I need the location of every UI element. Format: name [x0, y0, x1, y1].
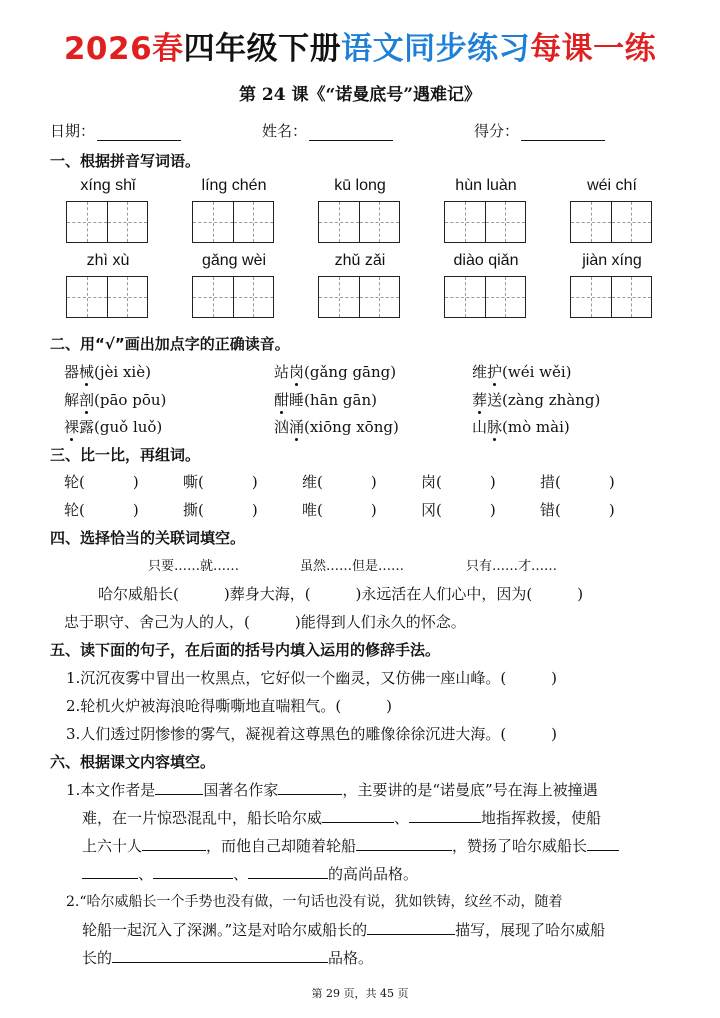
name-blank[interactable] — [309, 126, 393, 141]
section4-heading: 四、选择恰当的关联词填空。 — [50, 529, 246, 547]
blank[interactable] — [153, 863, 233, 879]
fill-line[interactable]: 轮船一起沉入了深渊。”这是对哈尔威船长的 描写，展现了哈尔威船 — [82, 921, 606, 939]
reading-item[interactable]: 解剖(pāo pōu) — [64, 391, 167, 409]
reading-item[interactable]: 维护(wéi wěi) — [472, 363, 572, 381]
compare-item[interactable]: 轮( ) — [64, 473, 139, 491]
fill-sentence[interactable]: 忠于职守、舍己为人的人，( )能得到人们永久的怀念。 — [64, 613, 466, 631]
score-label: 得分： — [474, 122, 520, 140]
section2-heading: 二、用“√”画出加点字的正确读音。 — [50, 335, 290, 353]
section1-heading: 一、根据拼音写词语。 — [50, 152, 201, 170]
section3-heading: 三、比一比，再组词。 — [50, 446, 201, 464]
pinyin-options[interactable]: (pāo pōu) — [94, 391, 167, 409]
writing-grid[interactable] — [66, 201, 148, 243]
pinyin-options[interactable]: (mò mài) — [502, 418, 570, 436]
name-field[interactable] — [262, 120, 393, 141]
blank[interactable] — [82, 863, 138, 879]
conjunction-option: 只要……就…… — [148, 559, 240, 574]
score-field[interactable] — [474, 120, 605, 141]
writing-grid[interactable] — [192, 276, 274, 318]
compare-item[interactable]: 撕( ) — [183, 501, 258, 519]
reading-item[interactable]: 山脉(mò mài) — [472, 418, 570, 436]
title-book: 四年级下册 — [183, 31, 342, 67]
pinyin-label: hùn luàn — [455, 177, 517, 194]
dotted-char: 酣 — [274, 391, 290, 409]
pinyin-options[interactable]: (hān gān) — [304, 391, 377, 409]
blank[interactable] — [142, 835, 206, 851]
blank[interactable] — [356, 835, 452, 851]
score-blank[interactable] — [521, 126, 605, 141]
dotted-char: 械 — [79, 363, 95, 381]
title-each: 每课一练 — [530, 31, 657, 67]
writing-grid[interactable] — [570, 276, 652, 318]
writing-grid[interactable] — [444, 276, 526, 318]
pinyin-label: zhǔ zǎi — [334, 252, 386, 269]
pinyin-options[interactable]: (wéi wěi) — [502, 363, 572, 381]
writing-grid[interactable] — [192, 201, 274, 243]
reading-item[interactable]: 裸露(guǒ luǒ) — [64, 418, 163, 436]
dotted-char: 脉 — [487, 418, 503, 436]
worksheet-title — [0, 26, 720, 72]
compare-item[interactable]: 轮( ) — [64, 501, 139, 519]
reading-item[interactable]: 器械(jèi xiè) — [64, 363, 151, 381]
blank[interactable] — [409, 807, 481, 823]
reading-item[interactable]: 酣睡(hān gān) — [274, 391, 377, 409]
name-label: 姓名： — [262, 122, 308, 140]
pinyin-options[interactable]: (guǒ luǒ) — [94, 418, 163, 436]
pinyin-label: zhì xù — [86, 252, 130, 269]
reading-item[interactable]: 葬送(zàng zhàng) — [472, 391, 601, 409]
compare-item[interactable]: 嘶( ) — [183, 473, 258, 491]
writing-grid[interactable] — [318, 201, 400, 243]
compare-item[interactable]: 错( ) — [540, 501, 615, 519]
conjunction-option: 虽然……但是…… — [300, 559, 405, 574]
blank[interactable] — [322, 807, 394, 823]
pinyin-label: jiàn xíng — [582, 252, 642, 269]
section5-heading: 五、读下面的句子，在后面的括号内填入运用的修辞手法。 — [50, 641, 441, 659]
blank[interactable] — [278, 779, 342, 795]
blank[interactable] — [248, 863, 328, 879]
pinyin-label: diào qiǎn — [453, 252, 519, 269]
compare-item[interactable]: 唯( ) — [302, 501, 377, 519]
blank[interactable] — [155, 779, 203, 795]
fill-line[interactable]: 1.本文作者是 国著名作家 ，主要讲的是“诺曼底”号在海上被撞遇 — [66, 781, 598, 799]
fill-line[interactable]: 上六十人 ，而他自己却随着轮船 ，赞扬了哈尔威船长 — [82, 835, 619, 856]
reading-item[interactable]: 站岗(gǎng gāng) — [274, 363, 397, 381]
rhetoric-item[interactable]: 1.沉沉夜雾中冒出一枚黑点，它好似一个幽灵，又仿佛一座山峰。( ) — [66, 669, 558, 687]
quote-line: 2.“哈尔威船长一个手势也没有做，一句话也没有说，犹如铁铸，纹丝不动，随着 — [66, 894, 563, 910]
pinyin-options[interactable]: (gǎng gāng) — [304, 363, 397, 381]
pinyin-label: gǎng wèi — [201, 252, 267, 269]
blank[interactable] — [587, 835, 619, 851]
title-year: 2026春 — [63, 31, 184, 67]
pinyin-label: kū long — [334, 177, 386, 194]
title-sync: 语文同步练习 — [341, 31, 531, 67]
pinyin-label: líng chén — [201, 177, 267, 194]
pinyin-label: xíng shǐ — [80, 177, 136, 194]
pinyin-options[interactable]: (jèi xiè) — [94, 363, 151, 381]
compare-item[interactable]: 维( ) — [302, 473, 377, 491]
dotted-char: 护 — [487, 363, 503, 381]
compare-item[interactable]: 冈( ) — [421, 501, 496, 519]
writing-grid[interactable] — [444, 201, 526, 243]
writing-grid[interactable] — [318, 276, 400, 318]
date-label: 日期： — [50, 122, 96, 140]
dotted-char: 裸 — [64, 418, 80, 436]
fill-line[interactable]: 长的 品格。 — [82, 949, 374, 967]
writing-grid[interactable] — [570, 201, 652, 243]
lesson-title: 第 24 课《“诺曼底号”遇难记》 — [238, 85, 482, 105]
pinyin-options[interactable]: (xiōng xōng) — [304, 418, 399, 436]
conjunction-option: 只有……才…… — [466, 559, 558, 574]
blank[interactable] — [367, 919, 455, 935]
compare-item[interactable]: 措( ) — [540, 473, 615, 491]
writing-grid[interactable] — [66, 276, 148, 318]
rhetoric-item[interactable]: 3.人们透过阴惨惨的雾气，凝视着这尊黑色的雕像徐徐沉进大海。( ) — [66, 725, 558, 743]
reading-item[interactable]: 汹涌(xiōng xōng) — [274, 418, 399, 436]
pinyin-label: wéi chí — [587, 177, 637, 194]
blank[interactable] — [112, 947, 328, 963]
date-field[interactable] — [50, 120, 181, 141]
section6-heading: 六、根据课文内容填空。 — [50, 753, 216, 771]
fill-line[interactable]: 、 、 的高尚品格。 — [82, 863, 418, 884]
dotted-char: 葬 — [472, 391, 488, 409]
dotted-char: 剖 — [79, 391, 95, 409]
rhetoric-item[interactable]: 2.轮机火炉被海浪呛得嘶嘶地直喘粗气。( ) — [66, 697, 393, 715]
pinyin-options[interactable]: (zàng zhàng) — [502, 391, 601, 409]
fill-line[interactable]: 难，在一片惊恐混乱中，船长哈尔威 、 地指挥救援，使船 — [82, 809, 602, 827]
compare-item[interactable]: 岗( ) — [421, 473, 496, 491]
fill-sentence[interactable]: 哈尔威船长( )葬身大海，( )永远活在人们心中，因为( ) — [98, 585, 584, 603]
dotted-char: 涌 — [289, 418, 305, 436]
page-footer: 第 29 页，共 45 页 — [311, 987, 409, 1000]
date-blank[interactable] — [97, 126, 181, 141]
dotted-char: 岗 — [289, 363, 305, 381]
